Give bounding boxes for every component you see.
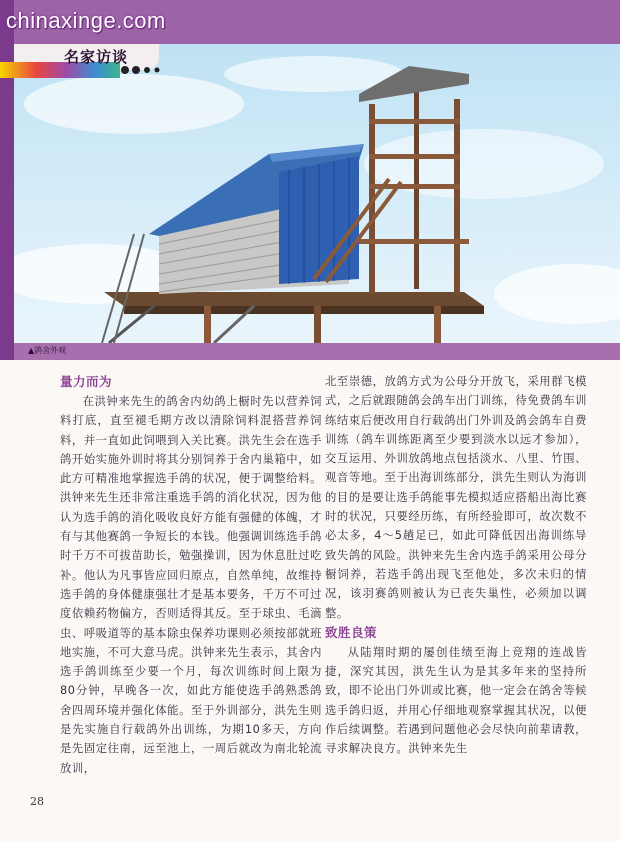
loft-illustration [14,44,620,343]
left-accent-bar [0,0,14,360]
site-watermark: chinaxinge.com [6,8,166,33]
page-number: 28 [30,795,44,808]
paragraph-winning-strategy: 从陆翔时期的屡创佳绩至海上竞翔的连战皆捷，深究其因，洪先生认为是其多年来的坚持所致，即不论出门外训或比赛，他一定会在鸽舍等候选手鸽归返，并用心仔细地观察掌握其状况，以便作后续调整。若遇到问题他必会尽快向前辈请教，寻求解决良方。洪钟来先生 [325,645,587,756]
right-column [325,372,587,759]
left-column [60,372,322,778]
photo-caption: ▲鸽舍外观 [28,346,67,355]
heading-winning-strategy: 致胜良策 [325,624,378,640]
caption-band [14,343,620,360]
pigeon-loft-photo [14,44,620,343]
paragraph-continued: 北至崇德，放鸽方式为公母分开放飞，采用群飞模式，之后就跟随鸽会鸽车出门训练，待免费鸽车训练结束后便改用自行载鸽出门外训及鸽会鸽车自费训练（鸽车训练距离至少要到淡水以远才参加），交互运用、外训放鸽地点包括淡水、八里、竹围、观音等地。至于出海训练部分，洪先生则认为海训的目的是要让选手鸽能事先模拟适应搭船出海比赛时的状况，只要经历练，有所经验即可，故次数不必太多，4～5趟足已，如此可降低因出海训练导致失鸽的风险。洪钟来先生舍内选手鸽采用公母分橱饲养，若选手鸽出现飞至他处，多次未归的情况，该羽赛鸽则被认为已丧失巢性，必须加以调整。 [325,375,587,620]
heading-measured: 量力而为 [60,374,113,389]
paragraph-measured: 在洪钟来先生的鸽舍内幼鸽上橱时先以营养饲料打底，直至褪毛期方改以清除饲料混搭营养饲料，并一直如此饲喂到入关比赛。洪先生会在选手鸽开始实施外训时将其分别饲养于舍内巢箱中，如此方可精准地掌握选手鸽的状况，便于调整给料。洪钟来先生还非常注重选手鸽的消化状况，因为他认为选手鸽的消化吸收良好方能有强健的体魄，才有与其他赛鸽一争短长的本钱。他强调训练选手鸽时千万不可拔苗助长，勉强操训，因为休息肚过吃补。他认为凡事皆应回归原点，自然单纯，故维持选手鸽的身体健康强壮才是基本要务，千万不可过度依赖药物偏方，否则适得其反。至于球虫、毛滴虫、呼吸道等的基本除虫保养功课则必须按部就班地实施，不可大意马虎。洪钟来先生表示，其舍内选手鸽训练至少要一个月，每次训练时间上限为80分钟，早晚各一次，如此方能使选手鸽熟悉鸽舍四周环境并强化体能。至于外训部分，洪先生则是先实施自行载鸽外出训练，为期10多天，方向是先固定往南，远至池上，一周后就改为南北轮流放训， [60,395,322,775]
section-title: 名家访谈 [64,48,129,66]
